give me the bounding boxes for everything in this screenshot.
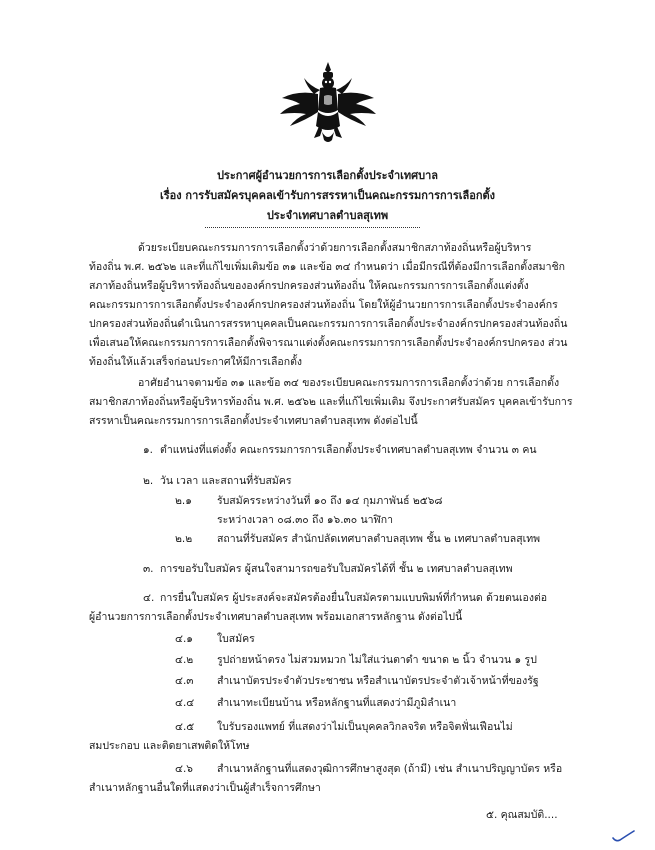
item-4-2-text: รูปถ่ายหน้าตรง ไม่สวมหมวก ไม่ใส่แว่นตาดำ ขนาด ๒ นิ้ว จำนวน ๑ รูป [217,654,537,666]
item-2-number: ๒. [143,475,154,487]
title-line-2: เรื่อง การรับสมัครบุคคลเข้ารับการสรรหาเป็นคณะกรรมการการเลือกตั้ง [159,189,496,202]
item-4-2-number: ๔.๒ [175,654,194,666]
item-4-1-number: ๔.๑ [175,633,193,645]
title-line-3: ประจำเทศบาลตำบลสุเทพ [266,209,389,222]
item-1-number: ๑. [143,444,154,456]
item-3-number: ๓. [143,563,154,575]
item-2-1-line: รับสมัครระหว่างวันที่ ๑๐ ถึง ๑๔ กุมภาพันธ์ ๒๕๖๘ [217,495,443,507]
item-4-6-text: สำเนาหลักฐานที่แสดงวุฒิการศึกษาสูงสุด (ถ้ามี) เช่น สำเนาปริญญาบัตร หรือ [217,763,563,775]
title-divider [205,227,420,228]
title-line-1: ประกาศผู้อำนวยการการเลือกตั้งประจำเทศบาล [216,169,439,182]
item-4-6-text-cont: สำเนาหลักฐานอื่นใดที่แสดงว่าเป็นผู้สำเร็จการศึกษา [89,782,321,794]
item-4-text: การยื่นใบสมัคร ผู้ประสงค์จะสมัครต้องยื่นใบสมัครตามแบบพิมพ์ที่กำหนด ด้วยตนเองต่อ [160,592,548,604]
item-2-2-line: สถานที่รับสมัคร สำนักปลัดเทศบาลตำบลสุเทพ ชั้น ๒ เทศบาลตำบลสุเทพ [217,533,541,545]
authority-line: สมาชิกสภาท้องถิ่นหรือผู้บริหารท้องถิ่น พ.ศ. ๒๕๖๒ และที่แก้ไขเพิ่มเติม จึงประกาศรับสมัคร บุคคลเข้ารับการ [89,396,573,408]
intro-line: ปกครองส่วนท้องถิ่นดำเนินการสรรหาบุคคลเป็นคณะกรรมการการเลือกตั้งประจำองค์กรปกครองส่วนท้องถิ่น [89,318,568,330]
item-4-text-cont: ผู้อำนวยการการเลือกตั้งประจำเทศบาลตำบลสุเทพ พร้อมเอกสารหลักฐาน ดังต่อไปนี้ [89,611,463,623]
intro-line: ด้วยระเบียบคณะกรรมการการเลือกตั้งว่าด้วยการเลือกตั้งสมาชิกสภาท้องถิ่นหรือผู้บริหาร [138,242,532,254]
item-4-4-text: สำเนาทะเบียนบ้าน หรือหลักฐานที่แสดงว่ามีภูมิลำเนา [217,697,457,709]
item-2-text: วัน เวลา และสถานที่รับสมัคร [160,475,292,487]
item-4-number: ๔. [143,592,155,604]
intro-line: เพื่อเสนอให้คณะกรรมการการเลือกตั้งพิจารณาแต่งตั้งคณะกรรมการการเลือกตั้งประจำองค์กรปกครอง ส่วน [89,337,568,349]
intro-line: ท้องถิ่น พ.ศ. ๒๕๖๒ และที่แก้ไขเพิ่มเติมข้อ ๓๑ และข้อ ๓๔ กำหนดว่า เมื่อมีกรณีที่ต้องมีการเลือกตั้งสมาชิก [89,261,565,273]
item-4-4-number: ๔.๔ [175,697,195,709]
authority-line: อาศัยอำนาจตามข้อ ๓๑ และข้อ ๓๔ ของระเบียบคณะกรรมการการเลือกตั้งว่าด้วย การเลือกตั้ง [138,377,560,389]
intro-line: สภาท้องถิ่นหรือผู้บริหารท้องถิ่นขององค์กรปกครองส่วนท้องถิ่น ให้คณะกรรมการการเลือกตั้งแต่งตั้ง [89,280,529,292]
authority-line: สรรหาเป็นคณะกรรมการการเลือกตั้งประจำเทศบาลตำบลสุเทพ ดังต่อไปนี้ [89,415,418,427]
item-3-text: การขอรับใบสมัคร ผู้สนใจสามารถขอรับใบสมัครได้ที่ ชั้น ๒ เทศบาลตำบลสุเทพ [160,563,513,575]
item-4-5-number: ๔.๕ [175,721,195,733]
garuda-emblem-icon [276,60,380,144]
item-2-1-line: ระหว่างเวลา ๐๘.๓๐ ถึง ๑๖.๓๐ นาฬิกา [217,514,393,526]
item-4-6-number: ๔.๖ [175,763,193,775]
pen-check-mark-icon [612,830,636,844]
item-4-5-text: ใบรับรองแพทย์ ที่แสดงว่าไม่เป็นบุคคลวิกลจริต หรือจิตฟั่นเฟือนไม่ [217,721,513,733]
item-4-1-text: ใบสมัคร [217,633,255,645]
item-4-5-text-cont: สมประกอบ และติดยาเสพติดให้โทษ [89,740,250,752]
item-2-1-number: ๒.๑ [175,495,192,507]
continuation-marker: ๕. คุณสมบัติ.... [486,809,558,821]
intro-line: คณะกรรมการการเลือกตั้งประจำองค์กรปกครองส่วนท้องถิ่น โดยให้ผู้อำนวยการการเลือกตั้งประจำองค์กร [89,299,558,311]
item-2-2-number: ๒.๒ [175,533,193,545]
item-1-text: ตำแหน่งที่แต่งตั้ง คณะกรรมการการเลือกตั้งประจำเทศบาลตำบลสุเทพ จำนวน ๓ คน [160,444,537,456]
item-4-3-number: ๔.๓ [175,675,194,687]
intro-line: ท้องถิ่นให้แล้วเสร็จก่อนประกาศให้มีการเลือกตั้ง [89,356,303,368]
item-4-3-text: สำเนาบัตรประจำตัวประชาชน หรือสำเนาบัตรประจำตัวเจ้าหน้าที่ของรัฐ [217,675,539,687]
